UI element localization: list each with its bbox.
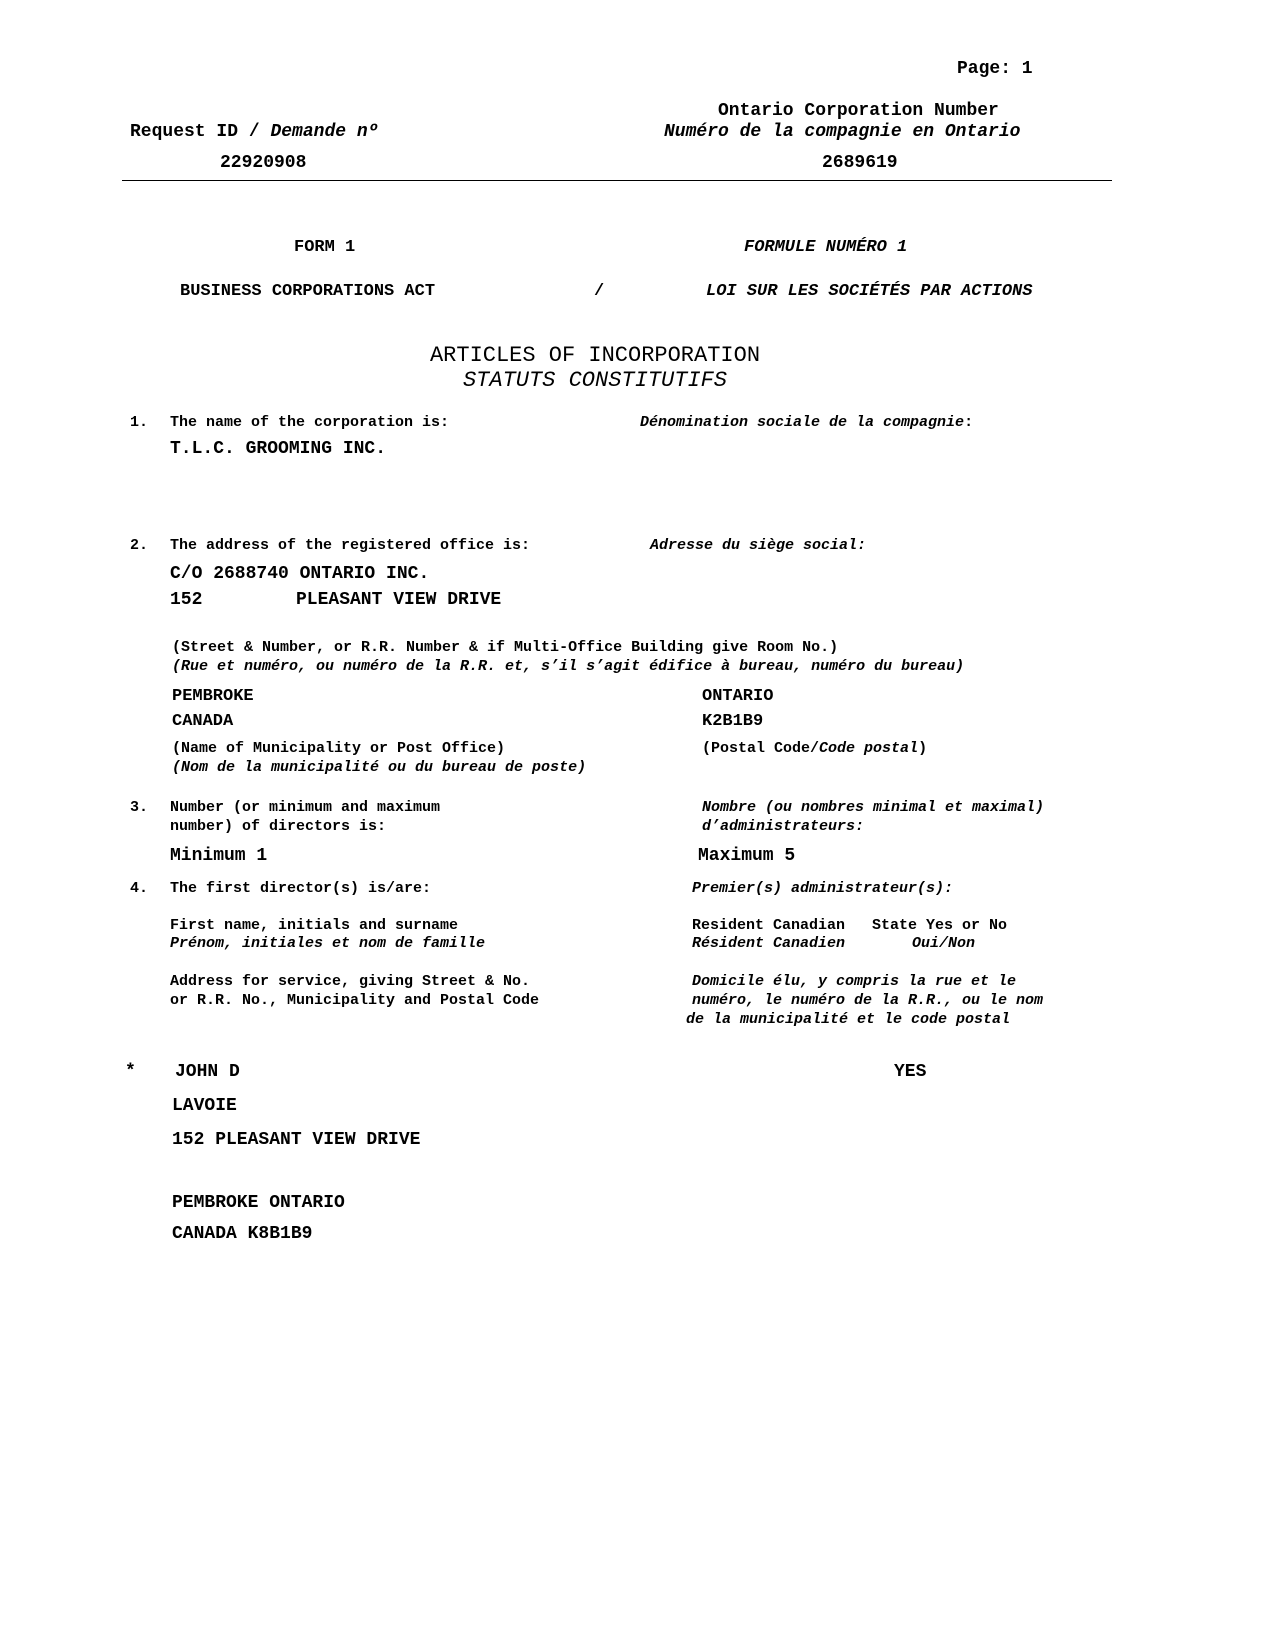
director-country-postal: CANADA K8B1B9 (172, 1224, 313, 1244)
postal-code-hint-prefix: (Postal Code/ (702, 740, 820, 757)
municipality-hint-fr: (Nom de la municipalité ou du bureau de poste) (172, 759, 587, 776)
request-id-label (130, 123, 378, 141)
director-street: 152 PLEASANT VIEW DRIVE (172, 1130, 421, 1150)
corp-number-label-fr: Numéro de la compagnie en Ontario (664, 122, 1021, 142)
postal-code-hint (702, 741, 927, 756)
director-marker: * (125, 1062, 136, 1082)
corp-number-value: 2689619 (822, 153, 898, 173)
section-3-label-fr-line2: d’administrateurs: (702, 818, 865, 835)
section-4-number: 4. (130, 880, 149, 897)
resident-hint-en: Resident Canadian State Yes or No (692, 917, 1008, 934)
director-surname: LAVOIE (172, 1096, 237, 1116)
section-3-number: 3. (130, 799, 149, 816)
directors-minimum: Minimum 1 (170, 846, 268, 866)
section-2-number: 2. (130, 537, 149, 554)
director-address-hint-en-line1: Address for service, giving Street & No. (170, 973, 531, 990)
resident-hint-fr-answer: Oui/Non (912, 935, 976, 952)
header-divider (122, 180, 1112, 181)
address-street-number: 152 (170, 590, 203, 610)
corp-number-label-en: Ontario Corporation Number (718, 101, 999, 121)
section-2-label-fr: Adresse du siège social: (650, 537, 867, 554)
director-name-hint-fr: Prénom, initiales et nom de famille (170, 935, 486, 952)
director-name-hint-en: First name, initials and surname (170, 917, 459, 934)
act-separator: / (594, 282, 605, 301)
address-care-of: C/O 2688740 ONTARIO INC. (170, 564, 430, 584)
director-first-name: JOHN D (175, 1062, 240, 1082)
corporation-name: T.L.C. GROOMING INC. (170, 439, 387, 459)
document-title-fr: STATUTS CONSTITUTIFS (462, 368, 728, 393)
address-street-name: PLEASANT VIEW DRIVE (296, 590, 502, 610)
director-address-hint-fr-line2: numéro, le numéro de la R.R., ou le nom (692, 992, 1044, 1009)
directors-maximum: Maximum 5 (698, 846, 796, 866)
document-title-en: ARTICLES OF INCORPORATION (429, 343, 761, 368)
section-1-label-fr-colon: : (964, 414, 974, 431)
section-1-number: 1. (130, 414, 149, 431)
street-hint-fr: (Rue et numéro, ou numéro de la R.R. et, s’il s’agit édifice à bureau, numéro du bureau) (172, 658, 965, 675)
act-name-en: BUSINESS CORPORATIONS ACT (180, 282, 436, 301)
postal-code-hint-fr: Code postal (819, 740, 919, 757)
section-3-label-fr-line1: Nombre (ou nombres minimal et maximal) (702, 799, 1045, 816)
section-2-label-en: The address of the registered office is: (170, 537, 531, 554)
municipality-hint-en: (Name of Municipality or Post Office) (172, 740, 506, 757)
address-postal-code: K2B1B9 (702, 712, 764, 731)
address-municipality: PEMBROKE (172, 687, 254, 706)
section-4-label-en: The first director(s) is/are: (170, 880, 432, 897)
director-city-province: PEMBROKE ONTARIO (172, 1193, 345, 1213)
director-address-hint-fr-line1: Domicile élu, y compris la rue et le (692, 973, 1017, 990)
section-1-label-fr (640, 415, 973, 430)
resident-hint-fr: Résident Canadien (692, 935, 846, 952)
address-province: ONTARIO (702, 687, 774, 706)
section-3-label-en-line1: Number (or minimum and maximum (170, 799, 441, 816)
section-3-label-en-line2: number) of directors is: (170, 818, 387, 835)
form-number-en: FORM 1 (294, 238, 356, 257)
postal-code-hint-suffix: ) (918, 740, 928, 757)
request-id-value: 22920908 (220, 153, 307, 173)
section-4-label-fr: Premier(s) administrateur(s): (692, 880, 954, 897)
street-hint-en: (Street & Number, or R.R. Number & if Multi-Office Building give Room No.) (172, 639, 839, 656)
page-number: Page: 1 (957, 59, 1033, 79)
section-1-label-fr-text: Dénomination sociale de la compagnie (640, 414, 965, 431)
director-resident-answer: YES (894, 1062, 927, 1082)
act-name-fr: LOI SUR LES SOCIÉTÉS PAR ACTIONS (706, 282, 1033, 301)
address-country: CANADA (172, 712, 234, 731)
form-number-fr: FORMULE NUMÉRO 1 (744, 238, 908, 257)
director-address-hint-en-line2: or R.R. No., Municipality and Postal Code (170, 992, 540, 1009)
request-id-label-fr: Demande nº (270, 122, 379, 142)
section-1-label-en: The name of the corporation is: (170, 414, 450, 431)
director-address-hint-fr-line3: de la municipalité et le code postal (686, 1011, 1011, 1028)
request-id-label-en: Request ID / (130, 122, 271, 142)
